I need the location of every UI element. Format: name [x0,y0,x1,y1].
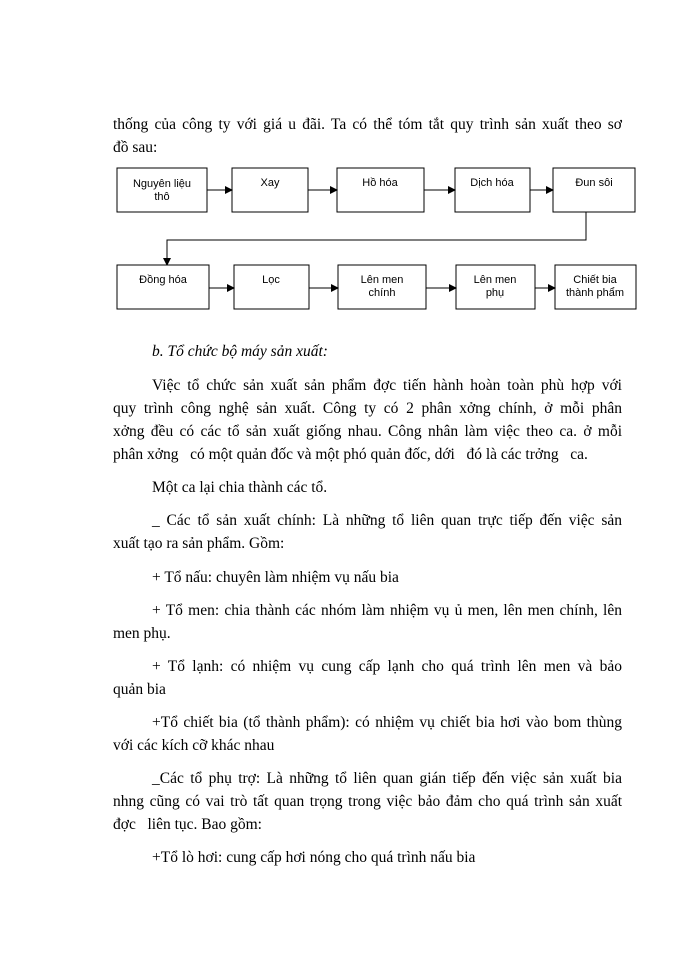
flow-step-label: Dịch hóa [470,177,514,189]
flow-step-label: Đun sôi [575,177,613,189]
flow-step-label: Xay [260,177,280,189]
item-to-chiet-line-2: với các kích cỡ khác nhau [113,737,275,754]
flow-step-filter [234,265,309,309]
intro-line-1: thống của công ty với giá u đãi. Ta có thể tóm tắt quy trình sản xuất theo sơ [113,116,622,133]
para2-line-1: Một ca lại chia thành các tổ. [152,479,328,496]
item-to-lanh-line-2: quản bia [113,681,166,698]
flow-step-homogenize [117,265,209,309]
intro-line-2: đồ sau: [113,139,158,156]
para1-line-4: phân xởng có một quản đốc và một phó quản đốc, dới đó là các trởng ca. [113,446,588,463]
flow-step-bottling [555,265,636,309]
flow-step-liquefy [455,168,530,212]
flow-step-gelatinize [337,168,424,212]
item-to-men-line-1: + Tổ men: chia thành các nhóm làm nhiệm vụ ủ men, lên men chính, lên [152,602,622,619]
flow-step-label: thô [154,191,170,203]
flow-step-label: Lên men [360,274,404,286]
section-heading: b. Tổ chức bộ máy sản xuất: [152,343,328,360]
flow-step-boil [553,168,635,212]
flow-step-label: chính [368,287,396,299]
para3-line-2: xuất tạo ra sản phẩm. Gồm: [113,535,285,552]
flow-step-raw-materials [117,168,207,212]
item-to-lanh-line-1: + Tổ lạnh: có nhiệm vụ cung cấp lạnh cho quá trình lên men và bảo [152,658,622,675]
item-to-chiet-line-1: +Tổ chiết bia (tổ thành phẩm): có nhiệm vụ chiết bia hơi vào bom thùng [152,714,622,731]
flow-step-label: Lên men [473,274,517,286]
flow-step-label: phụ [485,287,505,299]
flow-step-label: Nguyên liệu [132,178,192,190]
flow-step-label: Lọc [262,274,280,286]
flow-connector-arrow [167,212,586,265]
para1-line-1: Việc tổ chức sản xuất sản phẩm đợc tiến hành hoàn toàn phù hợp với [152,377,622,394]
para4-line-1: _Các tổ phụ trợ: Là những tổ liên quan gián tiếp đến việc sản xuất bia [152,770,622,787]
para1-line-2: quy trình công nghệ sản xuất. Công ty có 2 phân xởng chính, ở mỗi phân [113,400,622,417]
flow-step-label: thành phẩm [565,287,625,299]
flow-step-secondary-fermentation [456,265,535,309]
para4-line-3: đợc liên tục. Bao gồm: [113,816,262,833]
flow-step-label: Hồ hóa [362,177,398,189]
flow-step-grind [232,168,308,212]
item-to-men-line-2: men phụ. [113,625,171,642]
para1-line-3: xởng đều có các tổ sản xuất giống nhau. Công nhân làm việc theo ca. ở mỗi [113,423,622,440]
item-to-nau: + Tổ nấu: chuyên làm nhiệm vụ nấu bia [152,569,399,586]
para4-line-2: nhng cũng có vai trò tất quan trọng trong việc bảo đảm cho quá trình sản xuất [113,793,622,810]
flow-step-label: Chiết bia [573,274,617,286]
flow-step-primary-fermentation [338,265,426,309]
para3-line-1: _ Các tổ sản xuất chính: Là những tổ liên quan trực tiếp đến việc sản [152,512,622,529]
item-to-lo-hoi: +Tổ lò hơi: cung cấp hơi nóng cho quá trình nấu bia [152,849,476,866]
flow-step-label: Đồng hóa [139,274,187,286]
